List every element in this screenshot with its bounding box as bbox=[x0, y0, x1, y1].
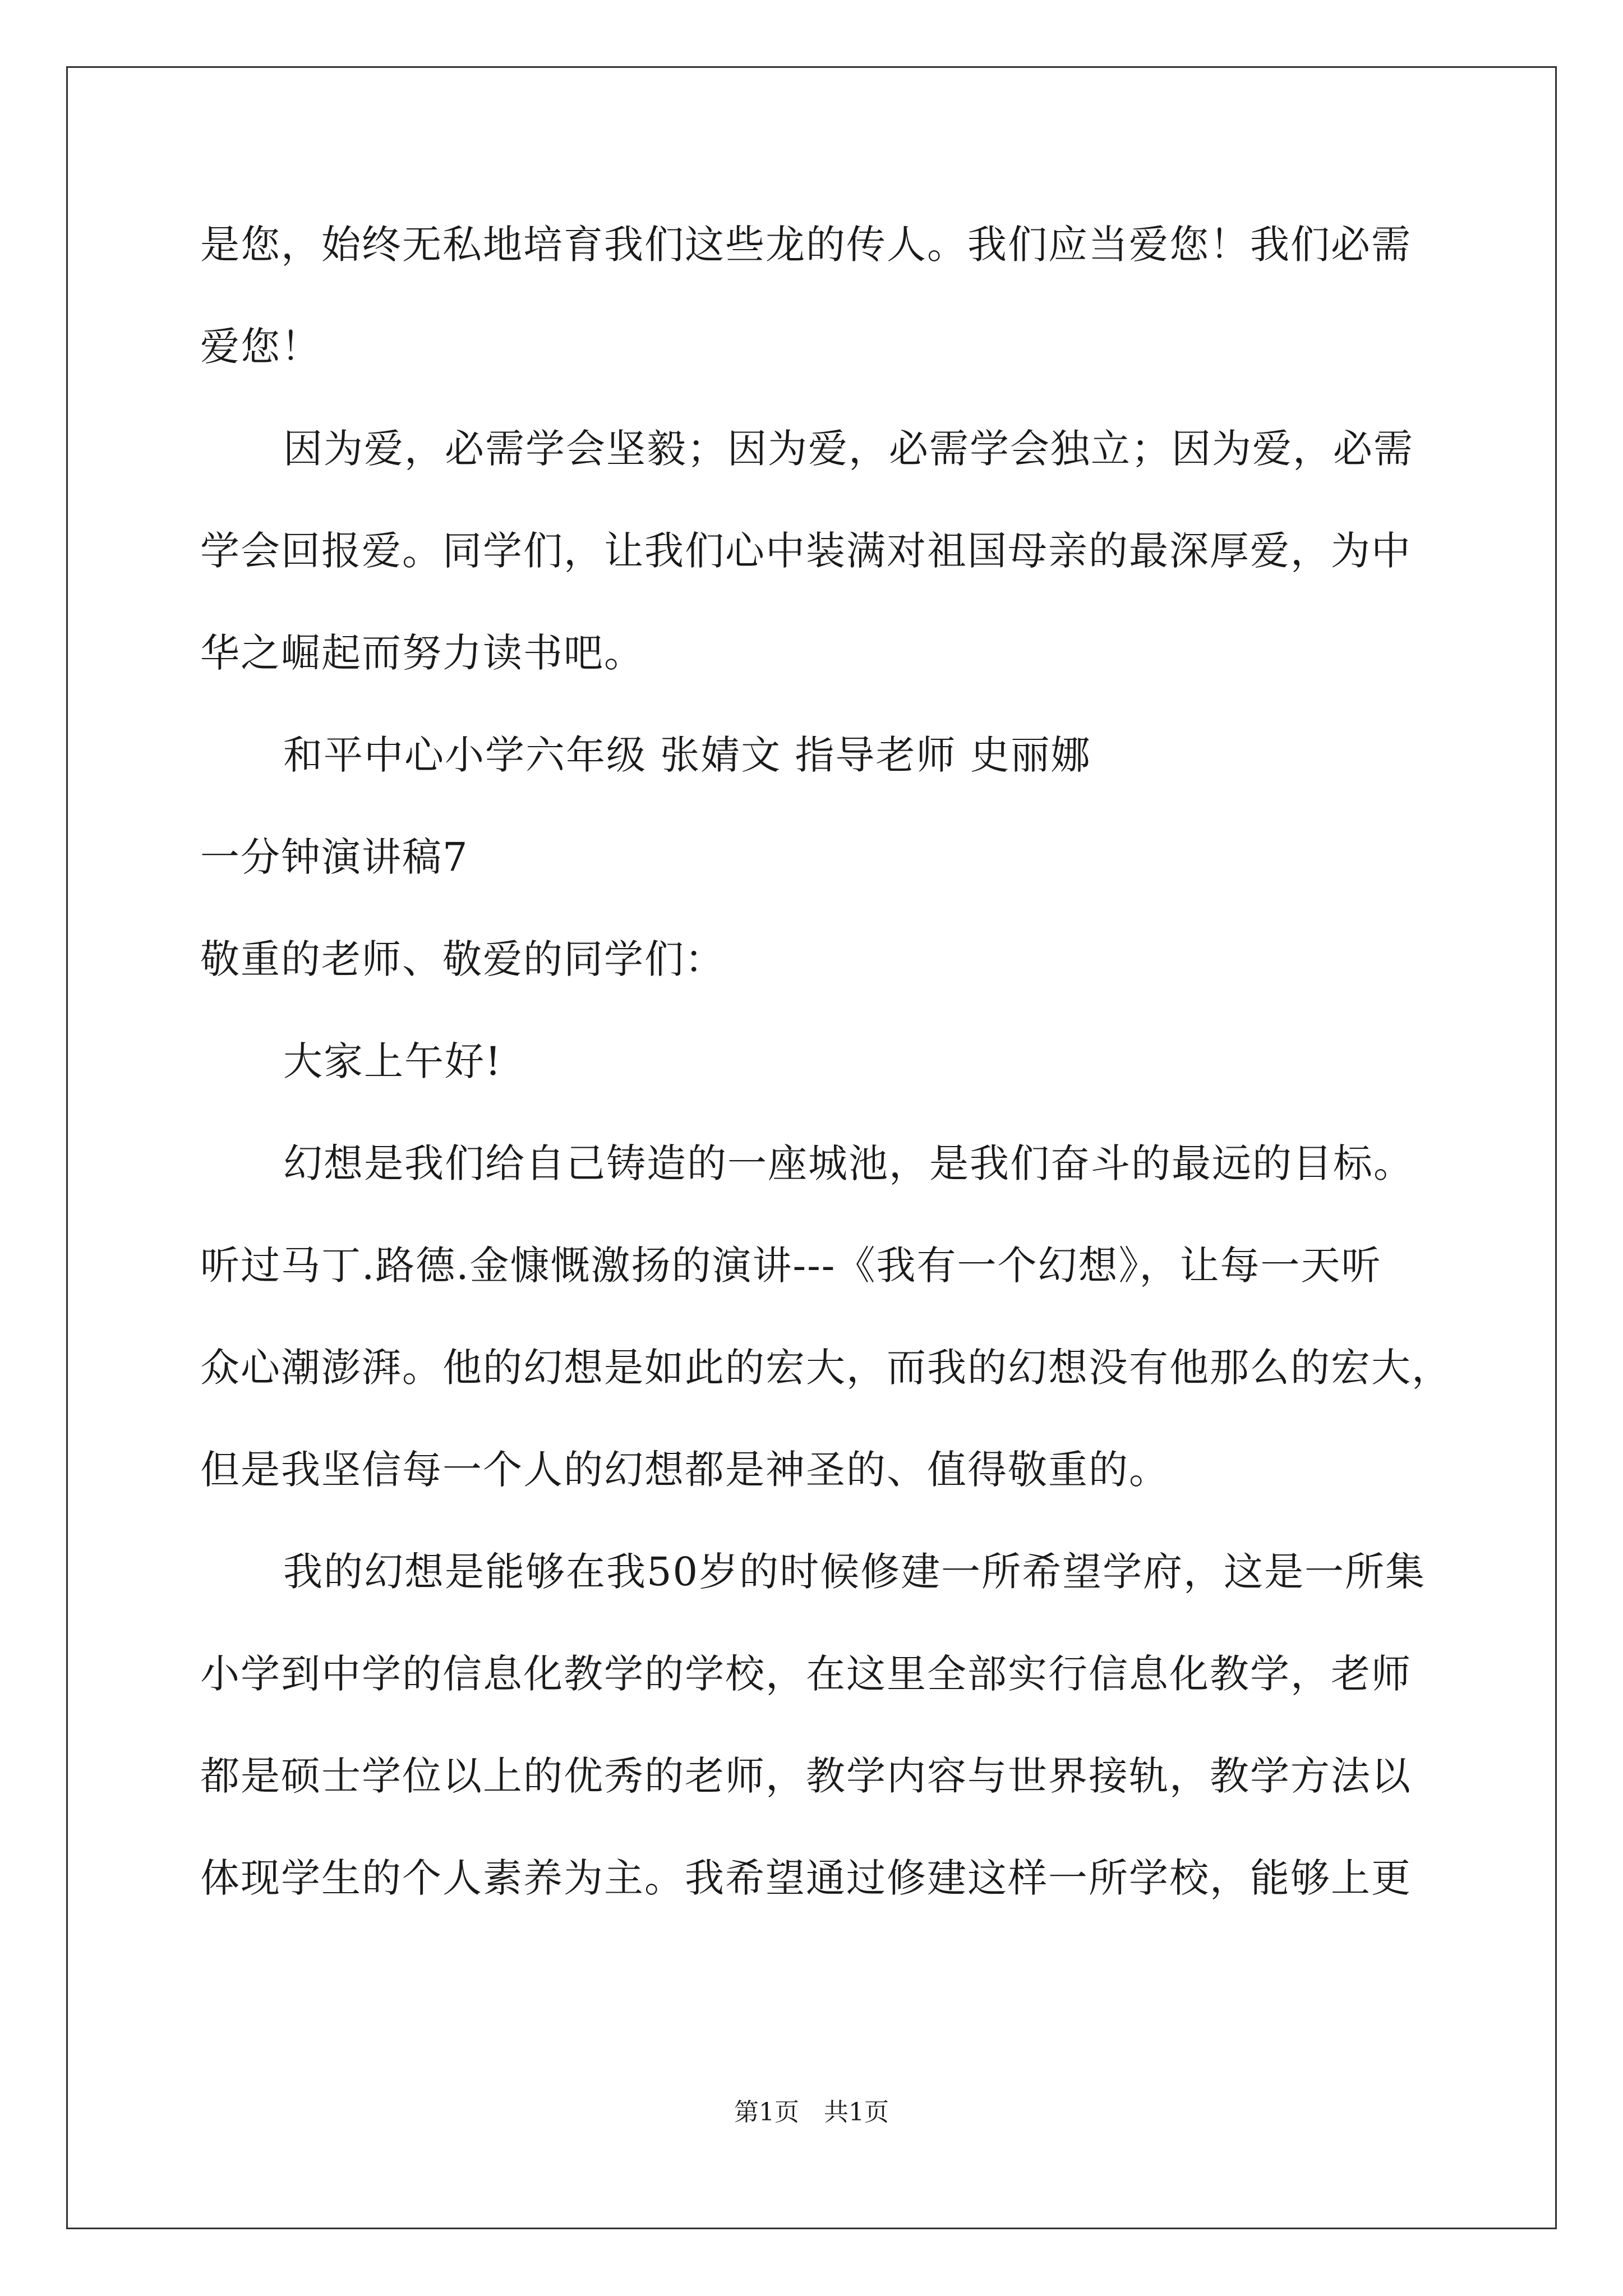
text-line: 听过马丁.路德.金慷慨激扬的演讲---《我有一个幻想》，让每一天听 bbox=[200, 1243, 1382, 1289]
text-line: 幻想是我们给自己铸造的一座城池，是我们奋斗的最远的目标。 bbox=[283, 1140, 1414, 1186]
page-footer: 第1页 共1页 bbox=[734, 2098, 889, 2127]
text-line: 但是我坚信每一个人的幻想都是神圣的、值得敬重的。 bbox=[200, 1447, 1169, 1493]
greeting: 大家上午好! bbox=[283, 1038, 502, 1084]
text-line: 小学到中学的信息化教学的学校，在这里全部实行信息化教学，老师 bbox=[200, 1651, 1412, 1697]
signature-line: 和平中心小学六年级 张婧文 指导老师 史丽娜 bbox=[283, 732, 1091, 778]
text-line: 我的幻想是能够在我50岁的时候修建一所希望学府，这是一所集 bbox=[283, 1549, 1426, 1595]
text-line: 体现学生的个人素养为主。我希望通过修建这样一所学校，能够上更 bbox=[200, 1855, 1412, 1901]
text-line: 是您，始终无私地培育我们这些龙的传人。我们应当爱您！我们必需 bbox=[200, 222, 1412, 268]
section-title: 一分钟演讲稿7 bbox=[200, 834, 469, 880]
text-line: 都是硕士学位以上的优秀的老师，教学内容与世界接轨，教学方法以 bbox=[200, 1753, 1412, 1799]
text-line: 爱您！ bbox=[200, 324, 321, 370]
salutation: 敬重的老师、敬爱的同学们： bbox=[200, 936, 725, 982]
text-line: 众心潮澎湃。他的幻想是如此的宏大，而我的幻想没有他那么的宏大， bbox=[200, 1345, 1452, 1391]
text-line: 因为爱，必需学会坚毅；因为爱，必需学会独立；因为爱，必需 bbox=[283, 426, 1414, 472]
text-line: 学会回报爱。同学们，让我们心中装满对祖国母亲的最深厚爱，为中 bbox=[200, 528, 1412, 574]
text-line: 华之崛起而努力读书吧。 bbox=[200, 630, 644, 676]
